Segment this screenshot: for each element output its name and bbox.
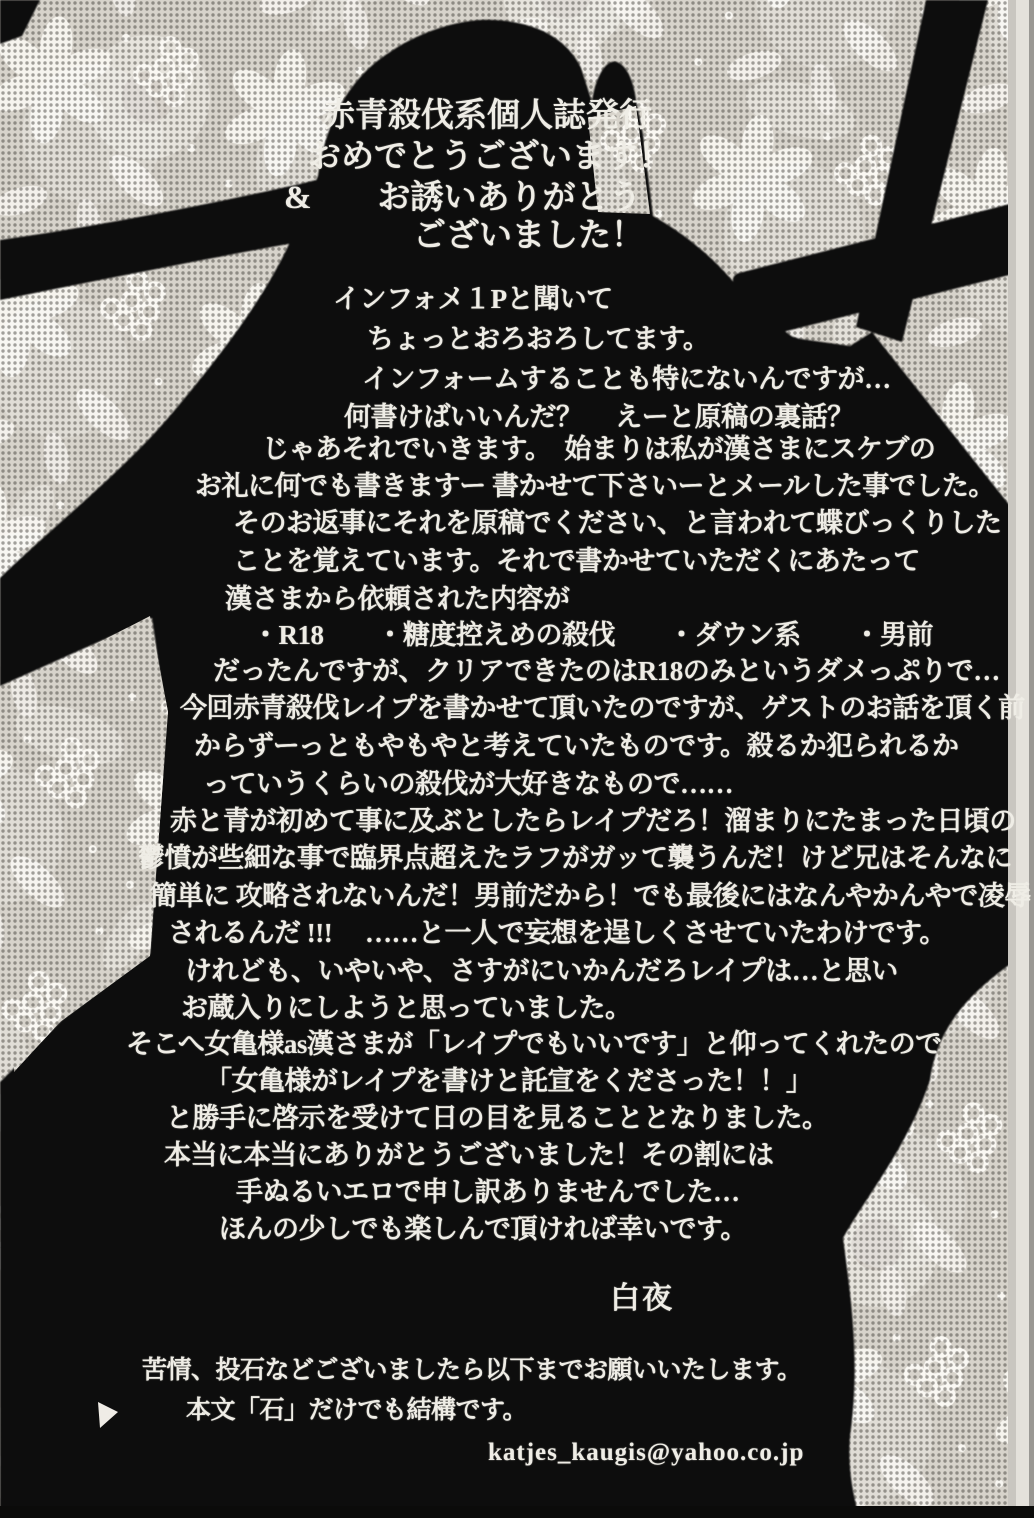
text-line: そのお返事にそれを原稿でください、と言われて蝶びっくりした xyxy=(233,508,1002,538)
text-line: 「女亀様がレイプを書けと託宣をくださった！！」 xyxy=(205,1066,813,1096)
text-line: と勝手に啓示を受けて日の目を見ることとなりました。 xyxy=(166,1103,829,1133)
contact-email-text: katjes_kaugis@yahoo.co.jp xyxy=(488,1439,805,1466)
text-line: っていうくらいの殺伐が大好きなもので…… xyxy=(203,769,733,799)
text-line: 本文「石」だけでも結構です。 xyxy=(186,1397,528,1424)
text-line: インフォームすることも特にないんですが… xyxy=(362,364,891,394)
text-line: お蔵入りにしようと思っていました。 xyxy=(181,993,632,1023)
text-line: ・R18 ・糖度控えめの殺伐 ・ダウン系 ・男前 xyxy=(252,620,933,650)
text-line: けれども、いやいや、さすがにいかんだろレイプは…と思い xyxy=(185,956,898,986)
text-line: 今回赤青殺伐レイプを書かせて頂いたのですが、ゲストのお話を頂く前 xyxy=(180,693,1025,723)
text-line: 赤と青が初めて事に及ぶとしたらレイプだろ！溜まりにたまった日頃の xyxy=(170,806,1016,836)
text-line: じゃあそれでいきます。 始まりは私が漢さまにスケブの xyxy=(262,434,936,464)
text-line: ことを覚えています。それで書かせていただくにあたって xyxy=(233,546,920,576)
text-line: 赤青殺伐系個人誌発行 xyxy=(322,98,652,134)
text-line: 苦情、投石などございましたら以下までお願いいたします。 xyxy=(142,1357,802,1384)
text-line: 手ぬるいエロで申し訳ありませんでした… xyxy=(236,1177,740,1207)
text-line: だったんですが、クリアできたのはR18のみというダメっぷりで… xyxy=(213,656,1000,686)
text-line: 鬱憤が些細な事で臨界点超えたラフがガッて襲うんだ！けど兄はそんなに xyxy=(138,843,1012,873)
text-line: インフォメ１Pと聞いて xyxy=(333,284,613,314)
text-line: ございました！ xyxy=(413,218,644,254)
text-line: & お誘いありがとう xyxy=(284,180,642,216)
author-signature: 白夜 xyxy=(610,1282,674,1315)
text-line: ちょっとおろおろしてます。 xyxy=(367,324,710,354)
text-line: されるんだ !!! ……と一人で妄想を逞しくさせていたわけです。 xyxy=(168,918,946,948)
text-line: からずーっともやもやと考えていたものです。殺るか犯られるか xyxy=(194,731,959,761)
text-line: ほんの少しでも楽しんで頂ければ幸いです。 xyxy=(219,1214,747,1244)
text-line: 本当に本当にありがとうございました！その割には xyxy=(164,1140,774,1170)
text-line: お礼に何でも書きますー 書かせて下さいーとメールした事でした。 xyxy=(195,471,995,501)
text-line: 簡単に 攻略されないんだ！男前だから！でも最後にはなんやかんやで凌辱 xyxy=(150,881,1031,911)
text-line: そこへ女亀様as漢さまが「レイプでもいいです」と仰ってくれたので xyxy=(126,1029,942,1059)
text-line: おめでとうございます！ xyxy=(308,139,671,175)
text-line: 何書けばいいんだ？ えーと原稿の裏話？ xyxy=(344,402,854,432)
text-line: 漢さまから依頼された内容が xyxy=(225,584,570,614)
